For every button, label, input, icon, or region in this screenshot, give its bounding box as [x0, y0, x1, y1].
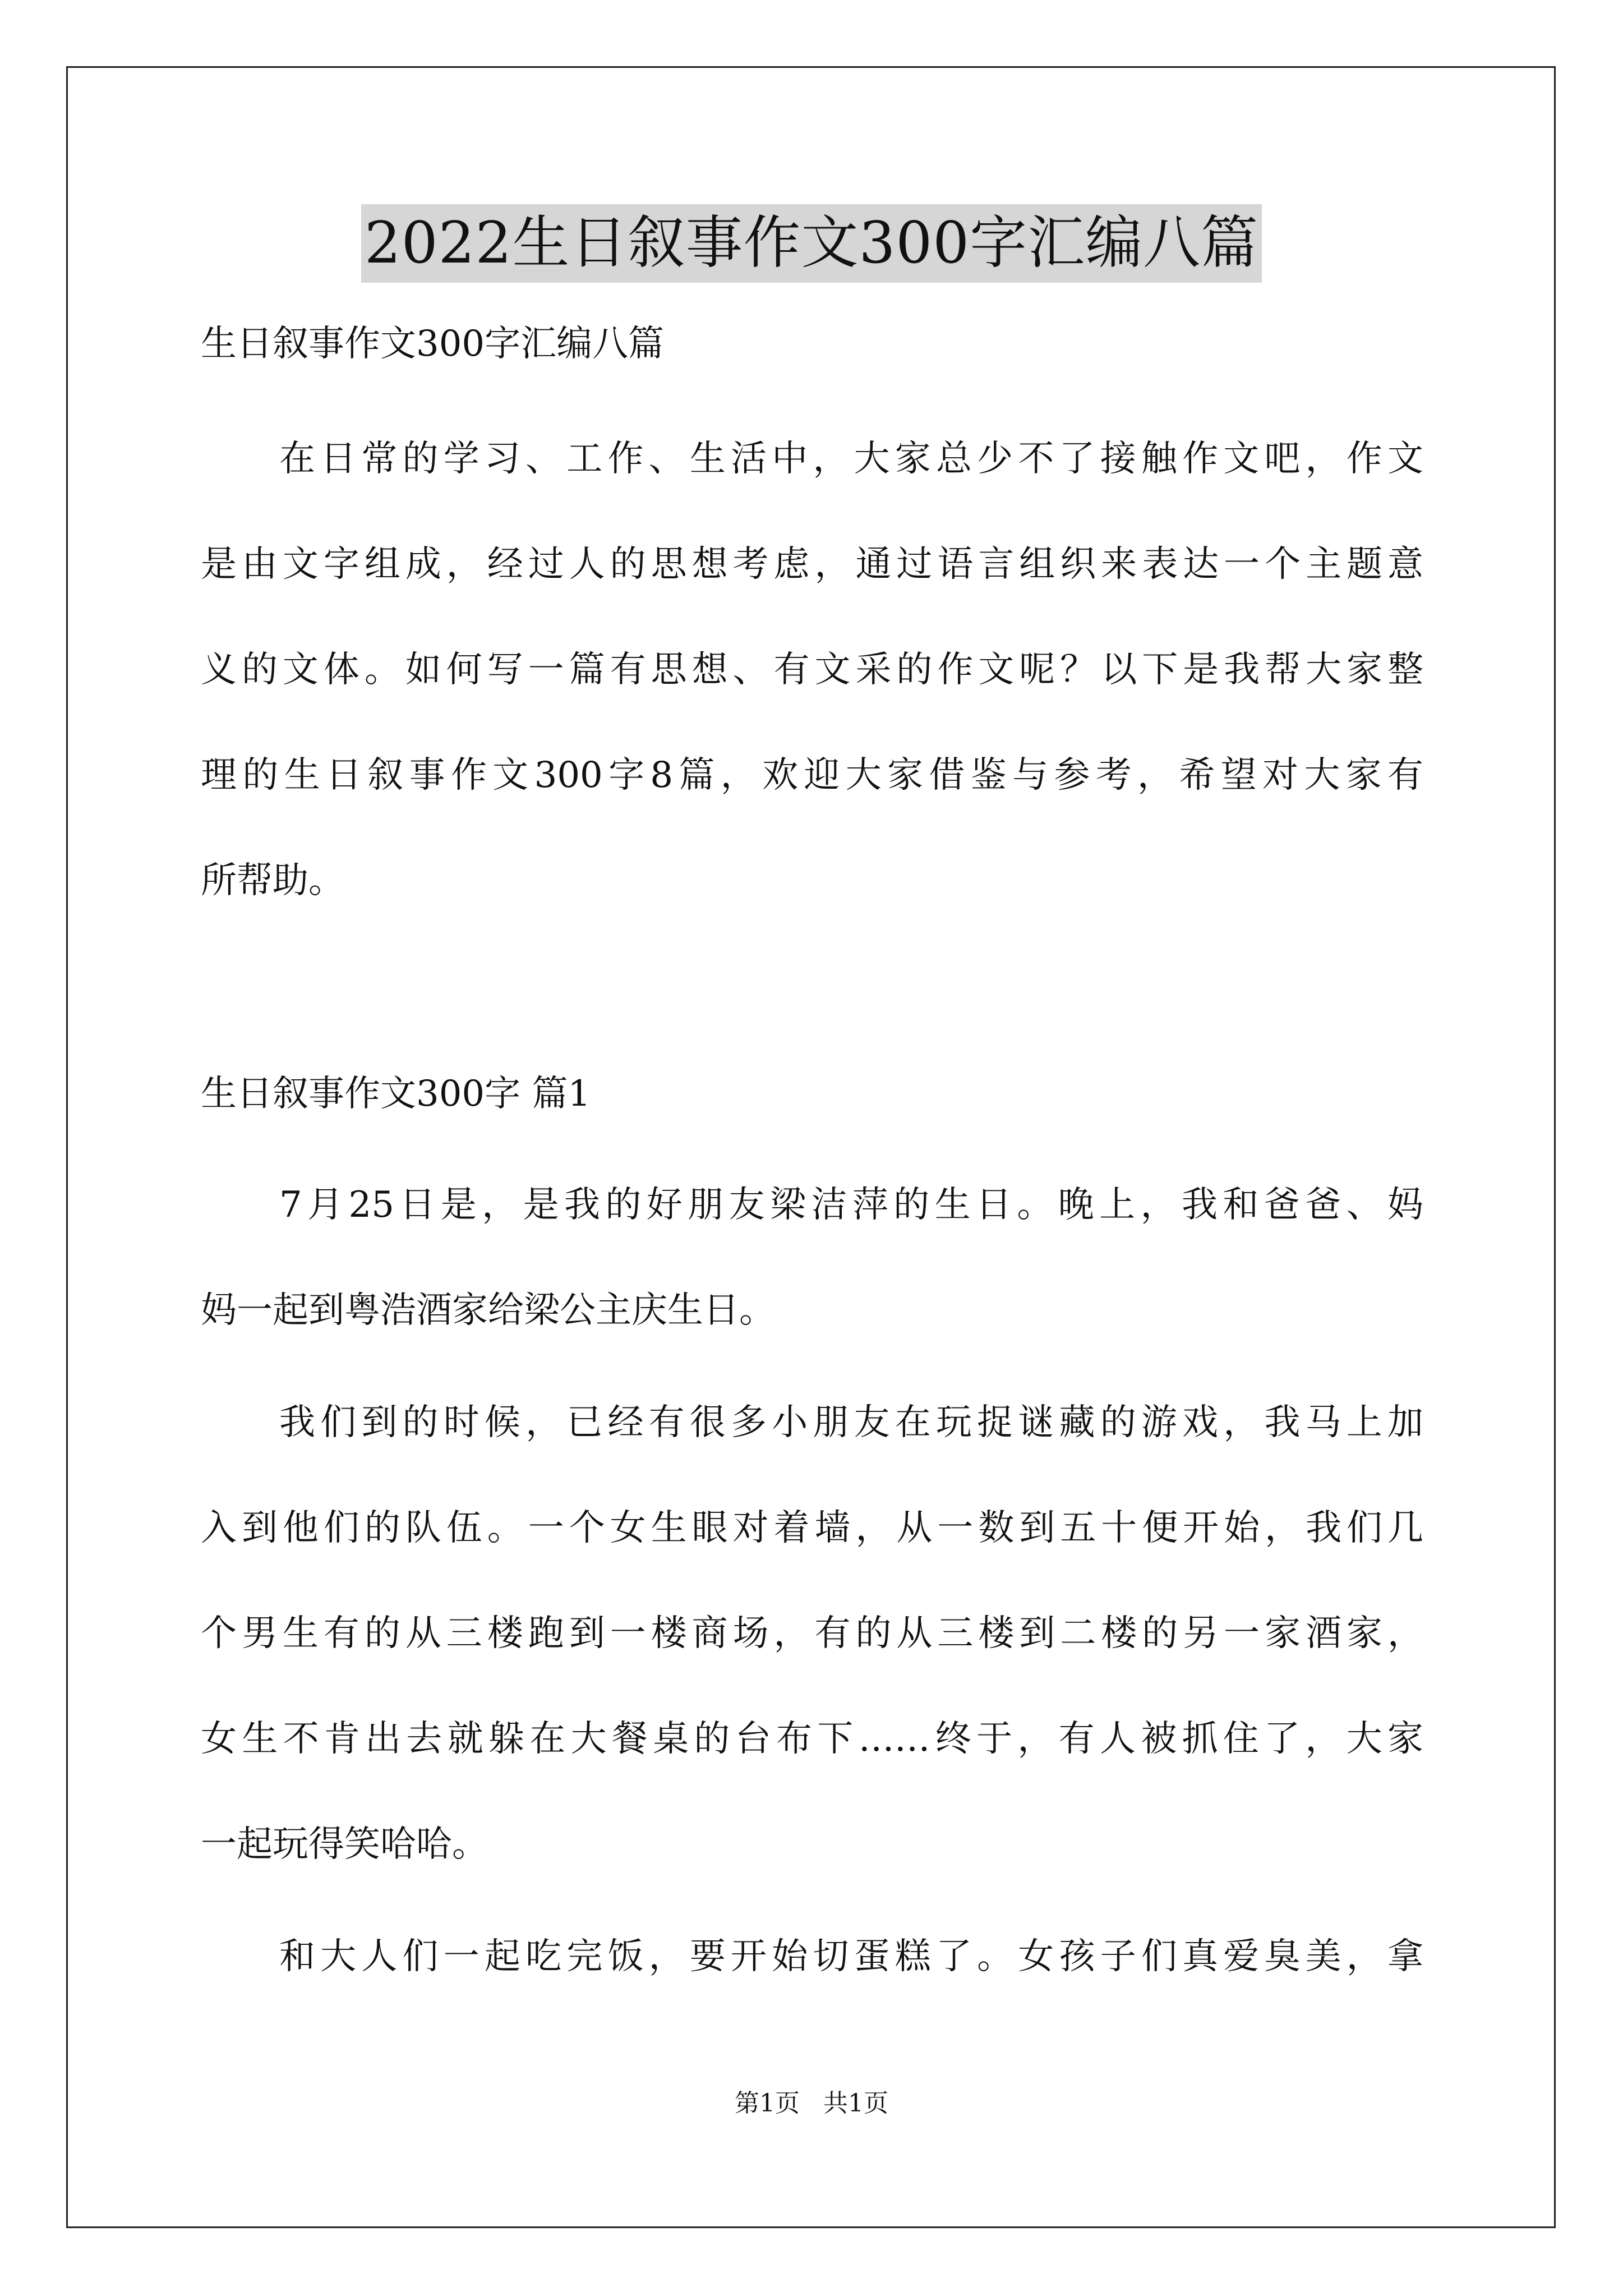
- paragraph-line: 女生不肯出去就躲在大餐桌的台布下……终于，有人被抓住了，大家: [201, 1718, 1423, 1760]
- paragraph-line: 入到他们的队伍。一个女生眼对着墙，从一数到五十便开始，我们几: [201, 1507, 1423, 1549]
- intro-line: 所帮助。: [201, 860, 344, 901]
- paragraph-line: 妈一起到粤浩酒家给梁公主庆生日。: [201, 1290, 775, 1331]
- document-title: 2022生日叙事作文300字汇编八篇: [361, 204, 1262, 283]
- title-container: [0, 204, 1623, 283]
- intro-line: 义的文体。如何写一篇有思想、有文采的作文呢？以下是我帮大家整: [201, 649, 1423, 691]
- intro-line: 理的生日叙事作文300字8篇，欢迎大家借鉴与参考，希望对大家有: [201, 754, 1423, 796]
- page-footer: 第1页 共1页: [735, 2089, 888, 2118]
- paragraph-line: 和大人们一起吃完饭，要开始切蛋糕了。女孩子们真爱臭美，拿: [279, 1936, 1423, 1977]
- paragraph-line: 一起玩得笑哈哈。: [201, 1824, 488, 1865]
- subtitle: 生日叙事作文300字汇编八篇: [201, 323, 665, 365]
- paragraph-line: 我们到的时候，已经有很多小朋友在玩捉谜藏的游戏，我马上加: [279, 1402, 1423, 1443]
- intro-line: 在日常的学习、工作、生活中，大家总少不了接触作文吧，作文: [279, 438, 1423, 480]
- section-heading: 生日叙事作文300字 篇1: [201, 1073, 591, 1115]
- paragraph-line: 个男生有的从三楼跑到一楼商场，有的从三楼到二楼的另一家酒家，: [201, 1613, 1423, 1654]
- intro-line: 是由文字组成，经过人的思想考虑，通过语言组织来表达一个主题意: [201, 544, 1423, 585]
- paragraph-line: 7月25日是，是我的好朋友梁洁萍的生日。晚上，我和爸爸、妈: [279, 1184, 1423, 1226]
- page-border: [66, 66, 1556, 2228]
